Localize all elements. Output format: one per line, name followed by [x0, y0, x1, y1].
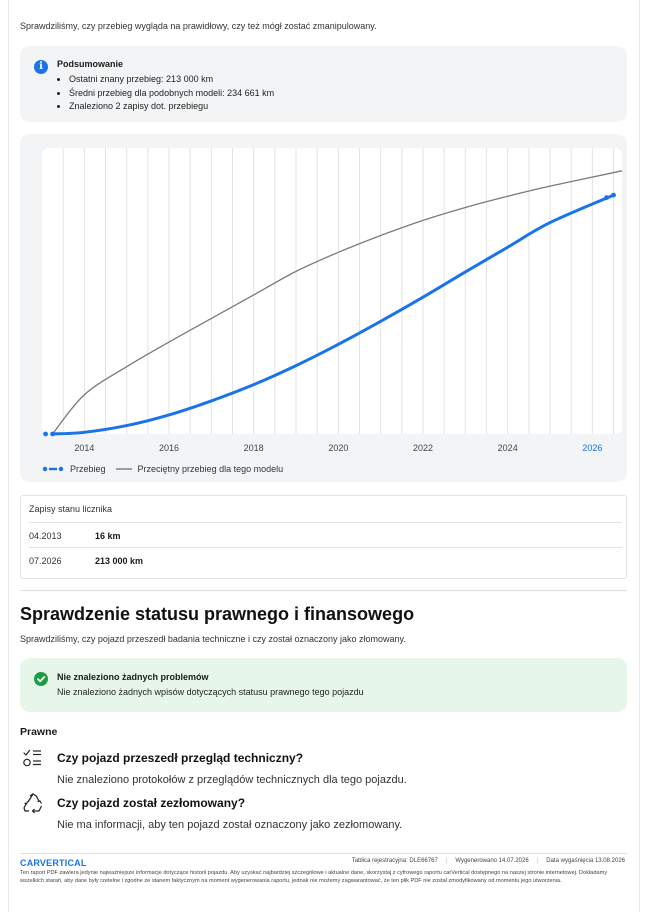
x-tick-label: 2026	[582, 443, 603, 453]
legal-section-subtitle: Sprawdziliśmy, czy pojazd przeszedł badania techniczne i czy został oznaczony jako złomowany.	[20, 634, 406, 644]
legend-dashed-blue-line-icon	[42, 466, 64, 472]
expiry-date: Data wygaśnięcia 13.08.2026	[546, 858, 625, 864]
check-circle-icon	[34, 672, 48, 686]
info-icon: i	[34, 60, 48, 74]
odometer-records-table	[20, 495, 627, 579]
summary-box	[20, 46, 627, 122]
summary-list	[69, 73, 274, 114]
section-divider	[20, 590, 627, 591]
legend-grey-line-icon	[116, 466, 132, 472]
mileage-point	[604, 195, 609, 200]
mileage-point	[50, 432, 55, 437]
odometer-date: 04.2013	[29, 531, 62, 541]
x-tick-label: 2022	[413, 443, 434, 453]
no-problems-text: Nie znaleziono żadnych wpisów dotyczących statusu prawnego tego pojazdu	[57, 687, 364, 697]
mileage-point	[611, 193, 616, 198]
checklist-icon	[22, 747, 44, 769]
mileage-chart	[20, 134, 627, 482]
no-problems-title: Nie znaleziono żadnych problemów	[57, 672, 209, 682]
footer-divider	[20, 853, 627, 854]
mileage-point	[43, 432, 48, 437]
question-inspection: Czy pojazd przeszedł przegląd techniczny?	[57, 751, 304, 765]
table-row	[29, 522, 622, 546]
legend-label-average: Przeciętny przebieg dla tego modelu	[137, 464, 284, 474]
question-scrapped: Czy pojazd został zezłomowany?	[57, 796, 246, 810]
table-row	[29, 547, 622, 571]
no-problems-box	[20, 658, 627, 712]
odometer-date: 07.2026	[29, 556, 62, 566]
summary-item: • Średni przebieg dla podobnych modeli: 234 661 km	[69, 87, 274, 101]
x-tick-label: 2018	[243, 443, 264, 453]
legend-label-mileage: Przebieg	[70, 464, 106, 474]
answer-scrapped: Nie ma informacji, aby ten pojazd został oznaczony jako zezłomowany.	[57, 819, 403, 831]
report-page	[8, 0, 640, 912]
footer-disclaimer: Ten raport PDF zawiera jedynie najważniejsze informacje dotyczące historii pojazdu. Aby uzyskać najbardziej szczegółowe i aktualne dane, skorzystaj z cyfrowego raportu carVertical dostępnego na naszej stronie internetowej. Dokładamy wszelkich starań, aby dane były rzetelne i zgodne ze stanem faktycznym na moment wygenerowania raportu, jednak nie możemy zagwarantować, że ten plik PDF nie został zmodyfikowany od momentu jego utworzenia.	[20, 870, 608, 884]
x-tick-label: 2020	[328, 443, 349, 453]
carvertical-logo: CARVERTICAL	[20, 858, 87, 868]
x-tick-label: 2024	[497, 443, 518, 453]
legend-item-average	[116, 464, 284, 474]
summary-item: • Ostatni znany przebieg: 213 000 km	[69, 73, 274, 87]
legend-item-mileage	[42, 464, 106, 474]
plate-number: Tablica rejestracyjna: DLE66767	[351, 858, 438, 864]
odometer-table-title: Zapisy stanu licznika	[29, 504, 113, 514]
x-tick-label: 2016	[158, 443, 180, 453]
odometer-value: 213 000 km	[95, 556, 144, 566]
generated-date: Wygenerowano 14.07.2026	[455, 858, 529, 864]
mileage-intro: Sprawdziliśmy, czy przebieg wygląda na prawidłowy, czy też mógł zostać zmanipulowany.	[20, 21, 377, 31]
report-meta	[352, 858, 625, 864]
answer-inspection: Nie znaleziono protokołów z przeglądów technicznych dla tego pojazdu.	[57, 774, 407, 786]
summary-item: • Znaleziono 2 zapisy dot. przebiegu	[69, 100, 274, 114]
chart-legend	[42, 464, 285, 474]
summary-title: Podsumowanie	[57, 59, 124, 69]
meta-separator: |	[445, 858, 448, 864]
legal-subsection-title: Prawne	[20, 726, 58, 738]
meta-separator: |	[536, 858, 539, 864]
recycle-icon	[22, 792, 44, 814]
mileage-chart-svg	[20, 134, 627, 454]
odometer-value: 16 km	[95, 531, 121, 541]
plot-background	[42, 148, 622, 434]
x-tick-label: 2014	[74, 443, 95, 453]
legal-section-title: Sprawdzenie statusu prawnego i finansowego	[20, 604, 415, 624]
